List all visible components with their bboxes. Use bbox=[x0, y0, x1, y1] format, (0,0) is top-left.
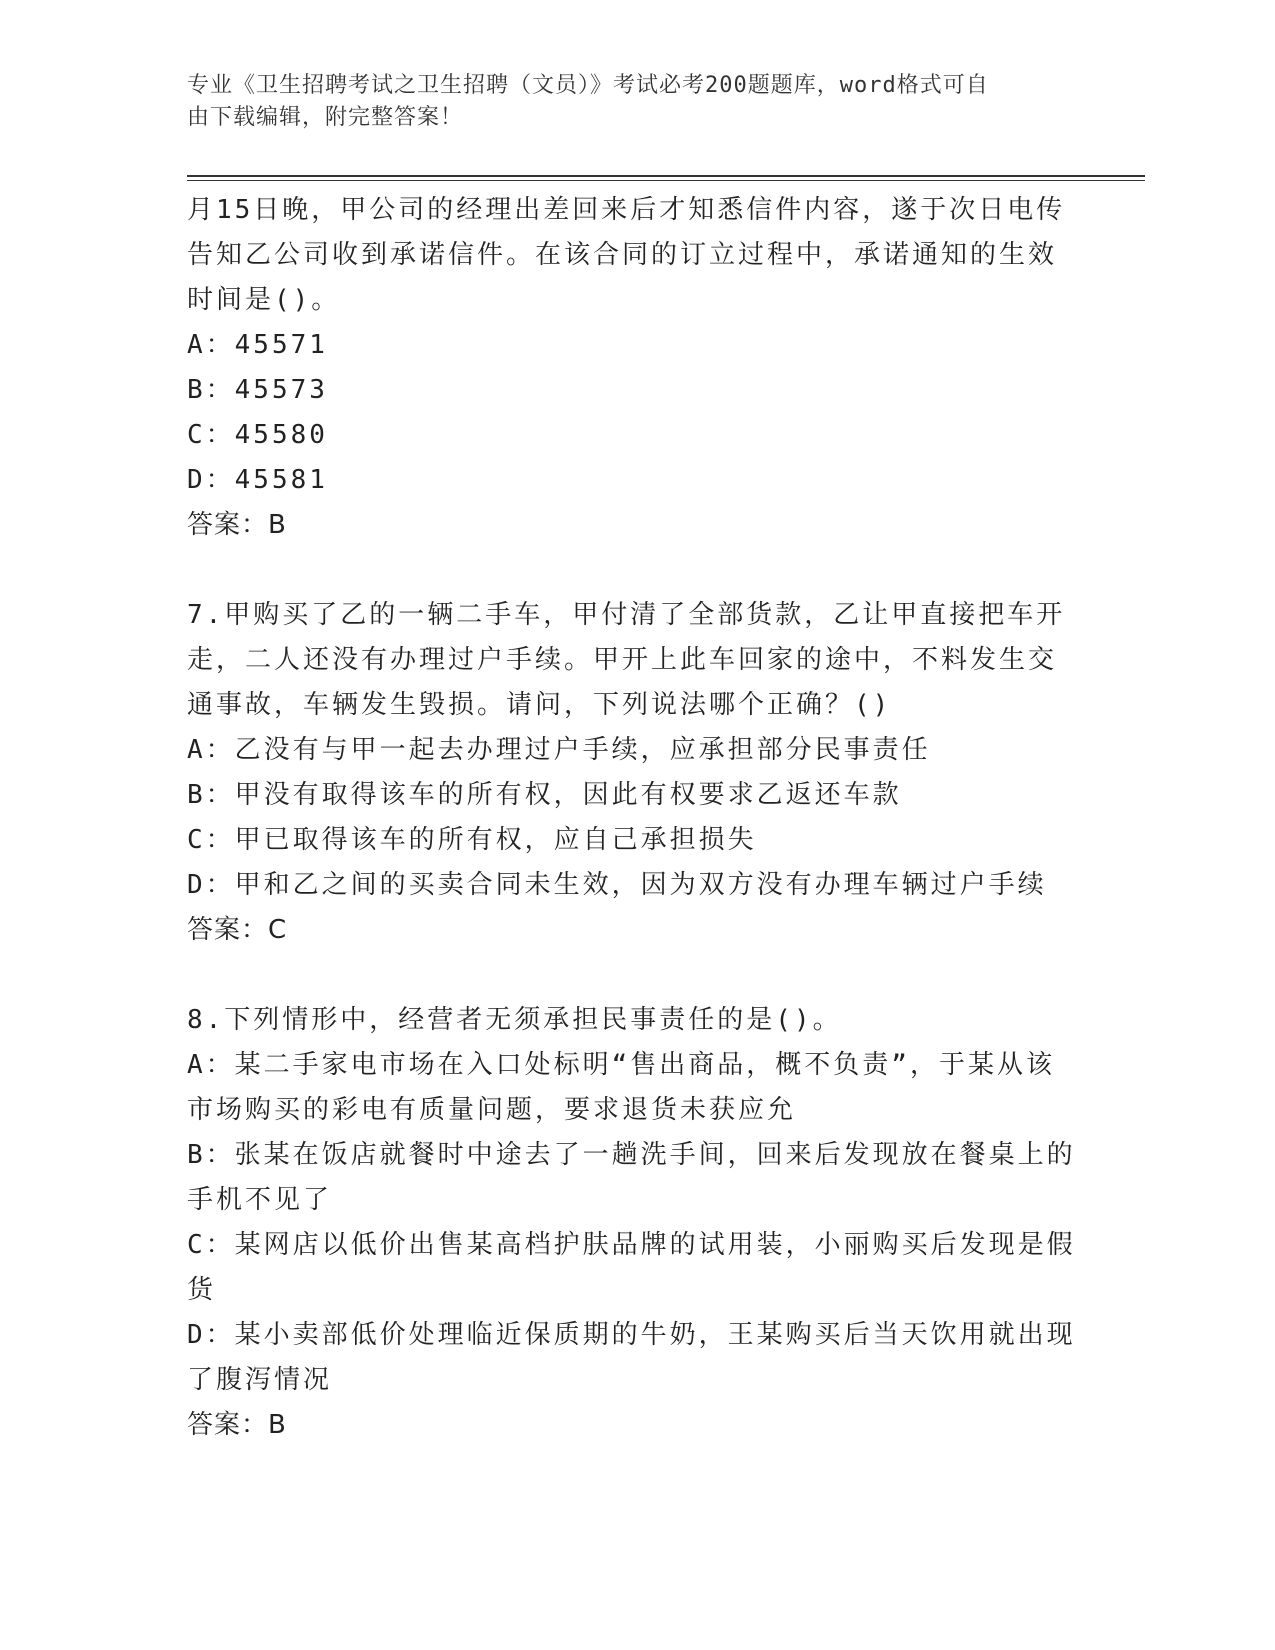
option-c-continued: 货 bbox=[187, 1275, 217, 1305]
question-stem-line: 走，二人还没有办理过户手续。甲开上此车回家的途中，不料发生交 bbox=[187, 645, 1058, 675]
question-stem-line: 7.甲购买了乙的一辆二手车，甲付清了全部货款，乙让甲直接把车开 bbox=[187, 600, 1066, 630]
option-d: D：甲和乙之间的买卖合同未生效，因为双方没有办理车辆过户手续 bbox=[187, 870, 1047, 900]
question-stem-line: 时间是()。 bbox=[187, 285, 341, 315]
question-spacer bbox=[187, 953, 1077, 998]
question-stem-line: 8.下列情形中，经营者无须承担民事责任的是()。 bbox=[187, 1005, 842, 1035]
question-stem-line: 月15日晚，甲公司的经理出差回来后才知悉信件内容，遂于次日电传 bbox=[187, 195, 1066, 225]
header-divider-thin bbox=[187, 180, 1145, 181]
answer-line: 答案：C bbox=[187, 915, 288, 945]
document-header bbox=[187, 70, 1067, 134]
question-6 bbox=[187, 188, 1077, 548]
question-7 bbox=[187, 593, 1077, 953]
answer-line: 答案：B bbox=[187, 1410, 287, 1440]
option-d-continued: 了腹泻情况 bbox=[187, 1365, 333, 1395]
option-b: B：甲没有取得该车的所有权，因此有权要求乙返还车款 bbox=[187, 780, 902, 810]
answer-line: 答案：B bbox=[187, 510, 287, 540]
option-a-continued: 市场购买的彩电有质量问题，要求退货未获应允 bbox=[187, 1095, 797, 1125]
header-line-2: 由下载编辑，附完整答案！ bbox=[187, 105, 464, 130]
header-line-1: 专业《卫生招聘考试之卫生招聘（文员）》考试必考200题题库，word格式可自 bbox=[187, 73, 989, 98]
option-b: B：张某在饭店就餐时中途去了一趟洗手间，回来后发现放在餐桌上的 bbox=[187, 1140, 1076, 1170]
option-c: C：45580 bbox=[187, 420, 328, 450]
question-8 bbox=[187, 998, 1077, 1448]
option-d: D：45581 bbox=[187, 465, 328, 495]
question-stem-line: 通事故，车辆发生毁损。请问，下列说法哪个正确？() bbox=[187, 690, 892, 720]
option-b-continued: 手机不见了 bbox=[187, 1185, 333, 1215]
option-d: D：某小卖部低价处理临近保质期的牛奶，王某购买后当天饮用就出现 bbox=[187, 1320, 1076, 1350]
header-divider-thick bbox=[187, 175, 1145, 177]
question-spacer bbox=[187, 548, 1077, 593]
option-b: B：45573 bbox=[187, 375, 328, 405]
option-a: A：某二手家电市场在入口处标明“售出商品，概不负责”，于某从该 bbox=[187, 1050, 1055, 1080]
option-a: A：45571 bbox=[187, 330, 328, 360]
question-stem-line: 告知乙公司收到承诺信件。在该合同的订立过程中，承诺通知的生效 bbox=[187, 240, 1058, 270]
option-a: A：乙没有与甲一起去办理过户手续，应承担部分民事责任 bbox=[187, 735, 931, 765]
document-body bbox=[187, 188, 1077, 1448]
option-c: C：甲已取得该车的所有权，应自己承担损失 bbox=[187, 825, 757, 855]
option-c: C：某网店以低价出售某高档护肤品牌的试用装，小丽购买后发现是假 bbox=[187, 1230, 1076, 1260]
